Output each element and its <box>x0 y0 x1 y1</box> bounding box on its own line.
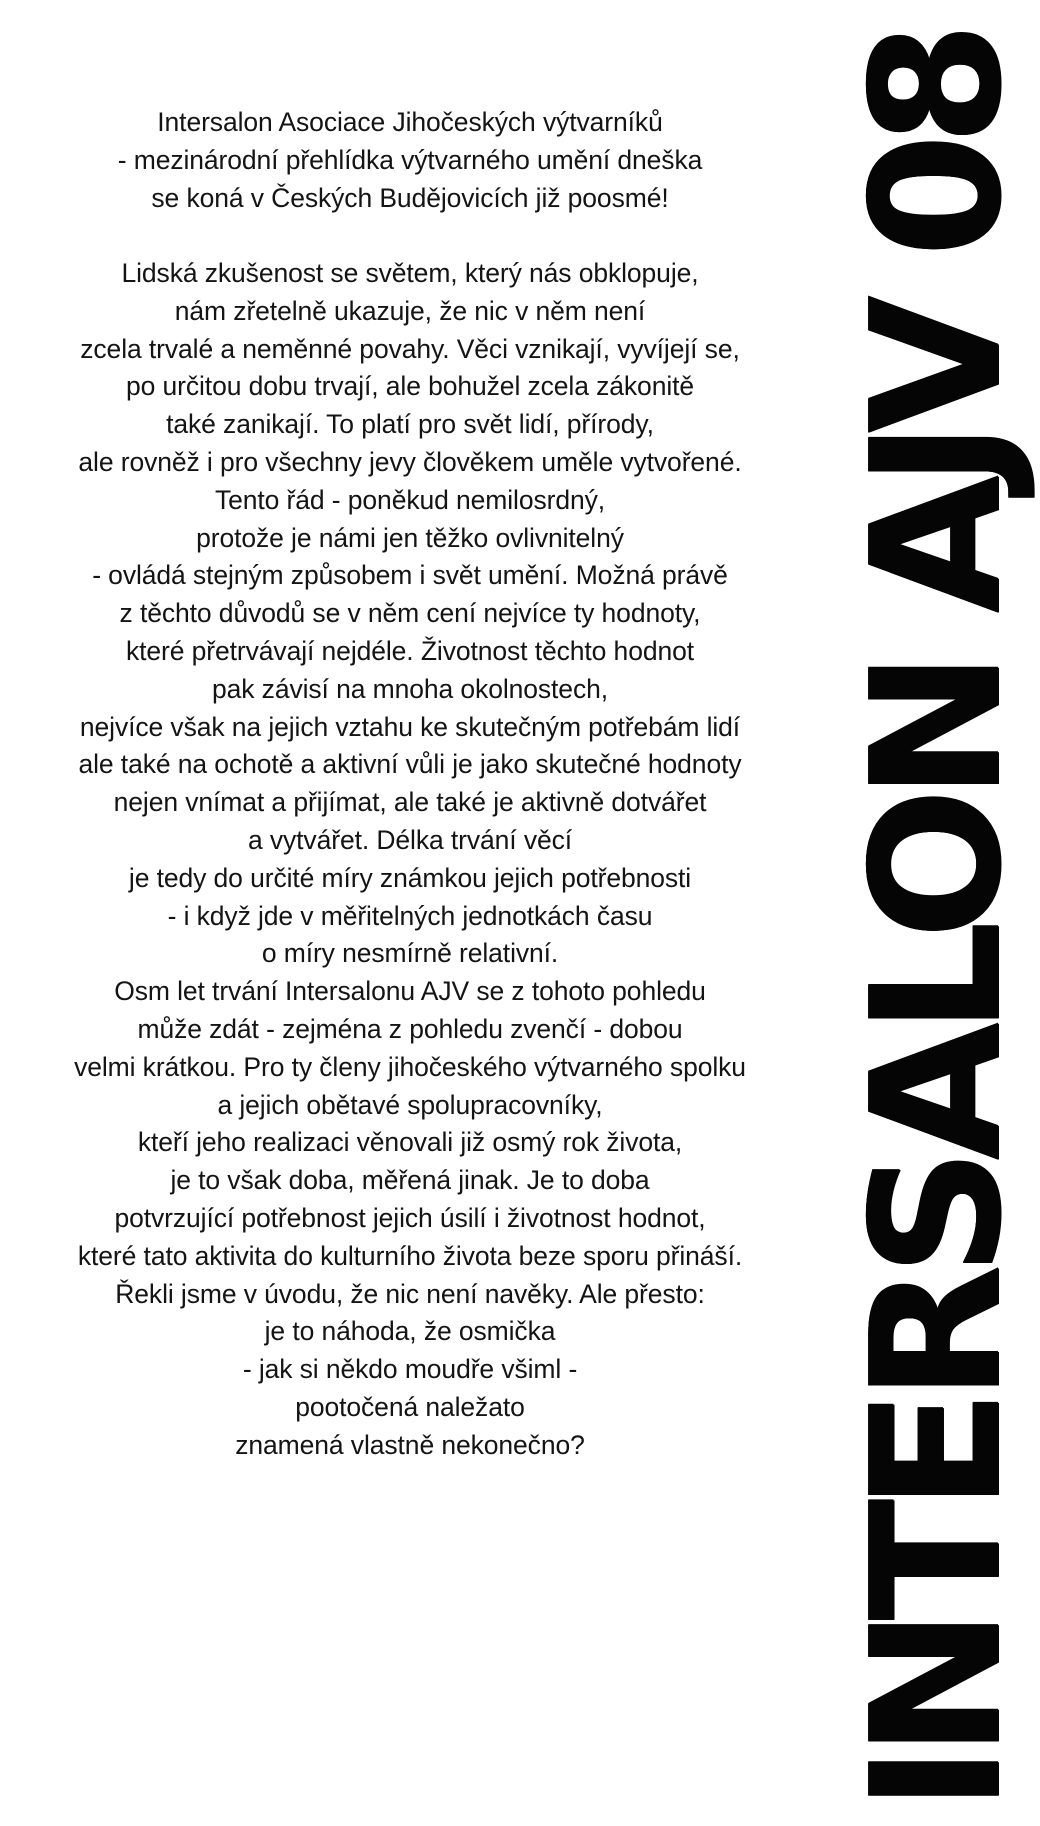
intro-line-3: se koná v Českých Budějovicích již poosmé! <box>151 182 669 213</box>
body-line-24: kteří jeho realizaci věnovali již osmý rok života, <box>137 1127 683 1158</box>
body-line-7: Tento řád - poněkud nemilosrdný, <box>214 484 606 515</box>
body-line-18: - i když jde v měřitelných jednotkách času <box>167 900 653 931</box>
body-line-32: znamená vlastně nekonečno? <box>235 1429 585 1460</box>
body-line-14: ale také na ochotě a aktivní vůli je jako skutečné hodnoty <box>78 749 742 780</box>
body-line-11: které přetrvávají nejdéle. Životnost těchto hodnot <box>125 635 695 666</box>
body-line-10: z těchto důvodů se v něm cení nejvíce ty hodnoty, <box>119 598 701 629</box>
body-line-25: je to však doba, měřená jinak. Je to doba <box>170 1165 650 1196</box>
body-line-15: nejen vnímat a přijímat, ale také je aktivně dotvářet <box>113 787 707 818</box>
body-line-27: které tato aktivita do kulturního života beze sporu přináší. <box>77 1240 743 1271</box>
intro-line-2: - mezinárodní přehlídka výtvarného umění dneška <box>117 144 703 175</box>
body-line-1: Lidská zkušenost se světem, který nás obklopuje, <box>121 258 699 288</box>
body-line-5: také zanikají. To platí pro svět lidí, přírody, <box>166 409 654 440</box>
body-line-22: velmi krátkou. Pro ty členy jihočeského výtvarného spolku <box>74 1051 746 1082</box>
body-line-4: po určitou dobu trvají, ale bohužel zcela zákonitě <box>125 371 695 402</box>
body-line-30: - jak si někdo moudře všiml - <box>242 1354 578 1385</box>
body-line-2: nám zřetelně ukazuje, že nic v něm není <box>174 295 646 326</box>
body-line-9: - ovládá stejným způsobem i svět umění. Možná právě <box>92 560 728 591</box>
body-line-20: Osm let trvání Intersalonu AJV se z tohoto pohledu <box>114 976 706 1007</box>
body-line-6: ale rovněž i pro všechny jevy člověkem uměle vytvořené. <box>78 446 742 477</box>
body-line-12: pak závisí na mnoha okolnostech, <box>211 673 608 704</box>
body-line-29: je to náhoda, že osmička <box>264 1316 556 1347</box>
body-line-8: protože je námi jen těžko ovlivnitelný <box>196 522 624 553</box>
body-line-21: může zdát - zejména z pohledu zvenčí - dobou <box>137 1013 683 1044</box>
body-line-16: a vytvářet. Délka trvání věcí <box>247 824 573 855</box>
body-line-13: nejvíce však na jejich vztahu ke skutečným potřebám lidí <box>79 711 741 742</box>
body-line-19: o míry nesmírně relativní. <box>261 938 559 969</box>
vertical-title-area <box>780 0 1040 1826</box>
intro-paragraph <box>0 104 820 217</box>
body-line-3: zcela trvalé a neměnné povahy. Věci vznikají, vyvíjejí se, <box>80 333 740 364</box>
intro-line-1: Intersalon Asociace Jihočeských výtvarníků <box>157 107 663 137</box>
body-line-17: je tedy do určité míry známkou jejich potřebnosti <box>128 862 692 893</box>
body-line-28: Řekli jsme v úvodu, že nic není navěky. Ale přesto: <box>115 1278 705 1309</box>
vertical-title: INTERSALON AJV 08 <box>833 34 1040 1812</box>
body-line-31: pootočená naležato <box>295 1391 525 1422</box>
main-paragraph <box>0 255 820 1465</box>
body-line-23: a jejich obětavé spolupracovníky, <box>217 1089 603 1120</box>
body-line-26: potvrzující potřebnost jejich úsilí i životnost hodnot, <box>114 1202 706 1233</box>
